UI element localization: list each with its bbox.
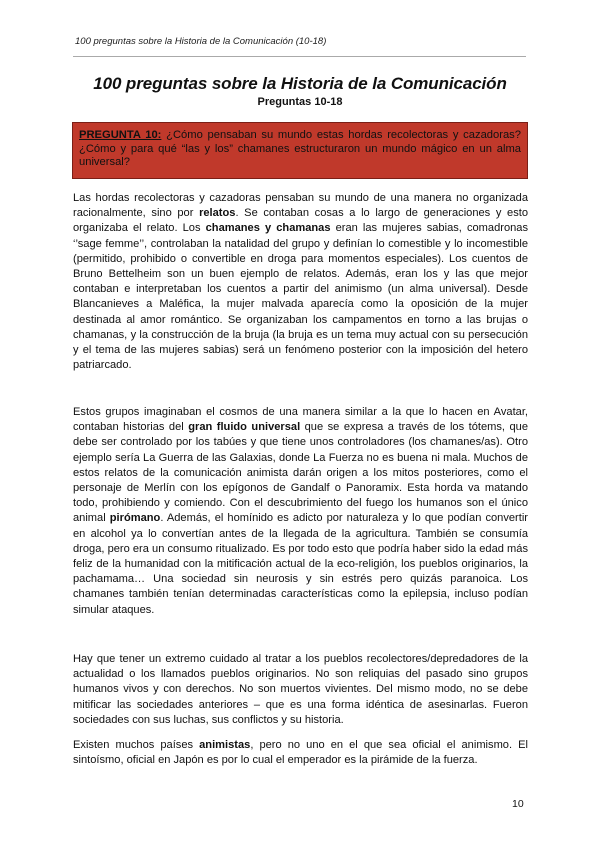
document-subtitle: Preguntas 10-18 xyxy=(257,96,343,108)
paragraph-2-text-a: Estos grupos imaginaban el cosmos de una manera similar a la que lo hacen en Avatar, contaban historias del xyxy=(73,406,528,434)
paragraph-1 xyxy=(73,191,528,373)
document-title: 100 preguntas sobre la Historia de la Comunicación xyxy=(93,74,507,93)
paragraph-2-text-b: que se expresa a través de los tótems, que debe ser controlado por los tabúes y que tiene unos controladores (los chamanes/as). Otro ejemplo sería La Guerra de las Galaxias, donde La Fuerza no es buena ni mala. Muchos de estos relatos de la comunicación animista darán origen a los mitos posteriores, como el personaje de Merlín con los epígonos de Gandalf o Panoramix. Esta horda va matando todo, prohibiendo y comiendo. Con el descubrimiento del fuego los humanos son el único animal xyxy=(73,421,529,525)
paragraph-2-bold-fluido: gran fluido universal xyxy=(188,421,301,434)
question-text: ¿Cómo pensaban su mundo estas hordas recolectoras y cazadoras? ¿Cómo y para qué “las y los” chamanes estructuraron un mundo mágico en un alma universal? xyxy=(79,129,521,169)
question-label: PREGUNTA 10: xyxy=(79,129,162,141)
paragraph-4-bold-animistas: animistas xyxy=(199,739,251,751)
paragraph-4-text-a: Existen muchos países xyxy=(73,739,200,751)
paragraph-2-bold-piromano: pirómano xyxy=(109,512,161,525)
paragraph-1-bold-chamanes: chamanes y chamanas xyxy=(205,222,331,235)
header-divider xyxy=(73,56,526,57)
paragraph-1-text-b: . Se contaban cosas a lo largo de generaciones y esto organizaba el relato. Los xyxy=(73,207,528,235)
paragraph-1-bold-relatos: relatos xyxy=(199,207,236,220)
paragraph-1-text-a: Las hordas recolectoras y cazadoras pensaban su mundo de una manera no organizada racionalmente, sino por xyxy=(73,192,528,220)
paragraph-2-text-c: . Además, el homínido es adicto por naturaleza y lo que podían convertir en alcohol ya lo convertían antes de la llegada de la agricultura. También se consumía droga, pero era un consumo ritualizado. Es por todo esto que podría haber sido la edad más feliz de la humanidad con la mitificación actual de la eco-religión, los pueblos originarios, la pachamama… Una sociedad sin neurosis y sin estrés pero quizás paranoica. Los chamanes también tenían determinadas características como la epilepsia, incluso podían simular ataques. xyxy=(73,512,528,616)
paragraph-4 xyxy=(73,738,528,768)
paragraph-1-text-c: eran las mujeres sabias, comadronas ‘’sage femme’’, controlaban la natalidad del grupo y definían lo comestible y lo incomestible (permitido, prohibido o convertible en droga para momentos especiales). Los cuentos de Bruno Bettelheim son un buen ejemplo de relatos. Además, eran los y las que mejor contaban e interpretaban los cuentos a partir del animismo (un alma universal). Desde Blancanieves a Maléfica, la mujer malvada aparecía como la oposición de la mujer destinada al amor romántico. Se organizaban los campamentos en torno a las brujas o chamanas, y la construcción de la bruja (la bruja es un tema muy actual con su persecución y el tema de las mujeres sabias) será un fenómeno posterior con la imposición del hetero patriarcado. xyxy=(73,222,529,372)
running-header: 100 preguntas sobre la Historia de la Comunicación (10-18) xyxy=(75,36,327,47)
paragraph-3: Hay que tener un extremo cuidado al tratar a los pueblos recolectores/depredadores de la actualidad o los llamados pueblos originarios. No son reliquias del pasado sino grupos humanos vivos y con derechos. No son muertos vivientes. Del mismo modo, no se debe mitificar las sociedades anteriores – que es una forma idéntica de asesinarlas. Fueron sociedades con sus luchas, sus conflictos y su historia. xyxy=(73,653,528,726)
page-number: 10 xyxy=(512,798,524,810)
question-box xyxy=(72,122,528,179)
paragraph-4-text-b: , pero no uno en el que sea oficial el animismo. El sintoísmo, oficial en Japón es por lo cual el emperador es la pirámide de la fuerza. xyxy=(73,739,528,767)
paragraph-2 xyxy=(73,405,528,618)
